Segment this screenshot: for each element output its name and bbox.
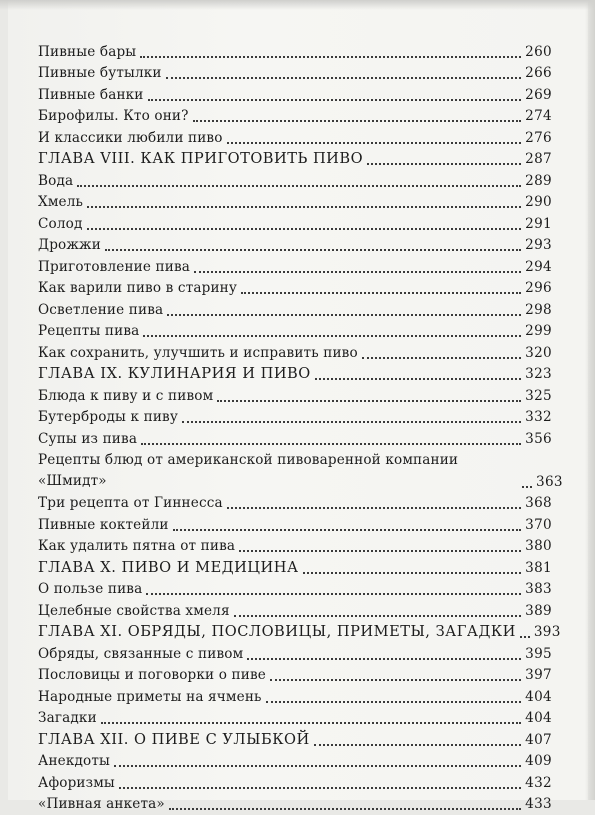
dot-leader [148, 99, 522, 101]
page-number: 393 [534, 622, 561, 643]
page-number: 287 [525, 149, 552, 170]
toc-chapter-entry [38, 557, 552, 579]
entry-title: Анекдоты [38, 751, 110, 772]
toc-entry [38, 772, 552, 794]
dot-leader [173, 529, 522, 531]
entry-title: Рецепты пива [38, 321, 139, 342]
table-of-contents [38, 41, 552, 815]
entry-title: Как сохранить, улучшить и исправить пиво [38, 343, 358, 364]
toc-chapter-entry [38, 149, 552, 171]
page-number: 395 [525, 644, 552, 665]
dot-leader [143, 335, 521, 337]
page-number: 383 [525, 579, 552, 600]
dot-leader [247, 658, 521, 660]
dot-leader [234, 615, 521, 617]
dot-leader [119, 787, 521, 789]
toc-entry [38, 41, 552, 63]
toc-entry [38, 213, 552, 235]
entry-title: Бирофилы. Кто они? [38, 106, 189, 127]
dot-leader [167, 314, 521, 316]
toc-chapter-entry [38, 622, 552, 644]
entry-title: Дрожжи [38, 235, 101, 256]
page-number: 296 [525, 278, 552, 299]
toc-entry [38, 321, 552, 343]
page-number: 397 [525, 665, 552, 686]
dot-leader [146, 593, 521, 595]
dot-leader [166, 77, 522, 79]
dot-leader [314, 744, 521, 746]
entry-title: Бутерброды к пиву [38, 407, 178, 428]
toc-entry [38, 665, 552, 687]
entry-title: Солод [38, 214, 83, 235]
toc-entry [38, 256, 552, 278]
dot-leader [266, 701, 522, 703]
toc-entry [38, 235, 552, 257]
toc-entry [38, 600, 552, 622]
toc-entry [38, 106, 552, 128]
toc-chapter-entry [38, 729, 552, 751]
toc-entry [38, 407, 552, 429]
toc-entry [38, 299, 552, 321]
toc-entry [38, 342, 552, 364]
dot-leader [227, 142, 522, 144]
page-number: 266 [525, 63, 552, 84]
dot-leader [194, 271, 521, 273]
page-number: 356 [525, 429, 552, 450]
page-right-edge [585, 0, 595, 800]
entry-title: И классики любили пиво [38, 128, 223, 149]
toc-entry [38, 493, 552, 515]
toc-entry [38, 450, 552, 493]
entry-title: Пословицы и поговорки о пиве [38, 665, 266, 686]
page-number: 269 [525, 85, 552, 106]
page-number: 323 [525, 364, 552, 385]
page-number: 389 [525, 601, 552, 622]
page-number: 368 [525, 493, 552, 514]
entry-title: Как варили пиво в старину [38, 278, 237, 299]
entry-title: Целебные свойства хмеля [38, 601, 230, 622]
dot-leader [169, 808, 521, 810]
toc-entry [38, 643, 552, 665]
page-number: 432 [525, 773, 552, 794]
entry-title: Хмель [38, 192, 83, 213]
chapter-title: ГЛАВА VIII. КАК ПРИГОТОВИТЬ ПИВО [38, 149, 363, 170]
page-number: 298 [525, 300, 552, 321]
entry-title: Приготовление пива [38, 257, 190, 278]
dot-leader [105, 249, 521, 251]
page-number: 332 [525, 407, 552, 428]
dot-leader [87, 228, 522, 230]
entry-title: Вода [38, 171, 73, 192]
chapter-title: ГЛАВА XII. О ПИВЕ С УЛЫБКОЙ [38, 730, 310, 751]
entry-title: Рецепты блюд от американской пивоваренной компании «Шмидт» [38, 450, 518, 493]
entry-title: Блюда к пиву и с пивом [38, 386, 213, 407]
dot-leader [193, 120, 522, 122]
dot-leader [303, 572, 522, 574]
toc-entry [38, 385, 552, 407]
toc-entry [38, 84, 552, 106]
entry-title: Афоризмы [38, 773, 115, 794]
page-top-shadow [0, 0, 595, 10]
toc-entry [38, 278, 552, 300]
entry-title: Как удалить пятна от пива [38, 536, 235, 557]
entry-title: Обряды, связанные с пивом [38, 644, 243, 665]
page-number: 404 [525, 708, 552, 729]
dot-leader [101, 722, 521, 724]
toc-entry [38, 127, 552, 149]
toc-entry [38, 514, 552, 536]
dot-leader [141, 443, 521, 445]
entry-title: Пивные бутылки [38, 63, 162, 84]
toc-entry [38, 708, 552, 730]
page-number: 325 [525, 386, 552, 407]
page-number: 291 [525, 214, 552, 235]
entry-title: «Пивная анкета» [38, 794, 165, 815]
page-number: 404 [525, 687, 552, 708]
chapter-title: ГЛАВА XI. ОБРЯДЫ, ПОСЛОВИЦЫ, ПРИМЕТЫ, ЗАГАДКИ [38, 622, 516, 643]
dot-leader [520, 636, 530, 638]
entry-title: Осветление пива [38, 300, 163, 321]
dot-leader [182, 421, 521, 423]
dot-leader [140, 56, 521, 58]
dot-leader [217, 400, 521, 402]
chapter-title: ГЛАВА X. ПИВО И МЕДИЦИНА [38, 558, 299, 579]
page-number: 289 [525, 171, 552, 192]
dot-leader [77, 185, 521, 187]
page-number: 299 [525, 321, 552, 342]
dot-leader [114, 765, 521, 767]
dot-leader [241, 292, 521, 294]
entry-title: Пивные бары [38, 42, 136, 63]
toc-entry [38, 63, 552, 85]
page-number: 380 [525, 536, 552, 557]
chapter-title: ГЛАВА IX. КУЛИНАРИЯ И ПИВО [38, 364, 311, 385]
page-number: 409 [525, 751, 552, 772]
page-number: 276 [525, 128, 552, 149]
entry-title: Загадки [38, 708, 97, 729]
page-number: 293 [525, 235, 552, 256]
entry-title: Пивные банки [38, 85, 144, 106]
entry-title: О пользе пива [38, 579, 142, 600]
toc-chapter-entry [38, 364, 552, 386]
page-number: 290 [525, 192, 552, 213]
page-number: 381 [525, 558, 552, 579]
entry-title: Три рецепта от Гиннесса [38, 493, 223, 514]
page-number: 260 [525, 42, 552, 63]
entry-title: Народные приметы на ячмень [38, 687, 262, 708]
dot-leader [362, 357, 521, 359]
page-number: 274 [525, 106, 552, 127]
entry-title: Супы из пива [38, 429, 137, 450]
toc-entry [38, 170, 552, 192]
page-number: 320 [525, 343, 552, 364]
toc-entry [38, 192, 552, 214]
dot-leader [87, 206, 521, 208]
dot-leader [367, 163, 521, 165]
dot-leader [227, 507, 521, 509]
dot-leader [270, 679, 521, 681]
page-number: 433 [525, 794, 552, 815]
dot-leader [315, 378, 521, 380]
toc-entry [38, 428, 552, 450]
toc-entry [38, 794, 552, 815]
page-number: 407 [525, 730, 552, 751]
page-number: 294 [525, 257, 552, 278]
toc-entry [38, 686, 552, 708]
dot-leader [239, 550, 521, 552]
toc-entry [38, 751, 552, 773]
dot-leader [522, 486, 532, 488]
toc-entry [38, 579, 552, 601]
page-number: 370 [525, 515, 552, 536]
toc-entry [38, 536, 552, 558]
page-number: 363 [536, 472, 563, 493]
entry-title: Пивные коктейли [38, 515, 169, 536]
